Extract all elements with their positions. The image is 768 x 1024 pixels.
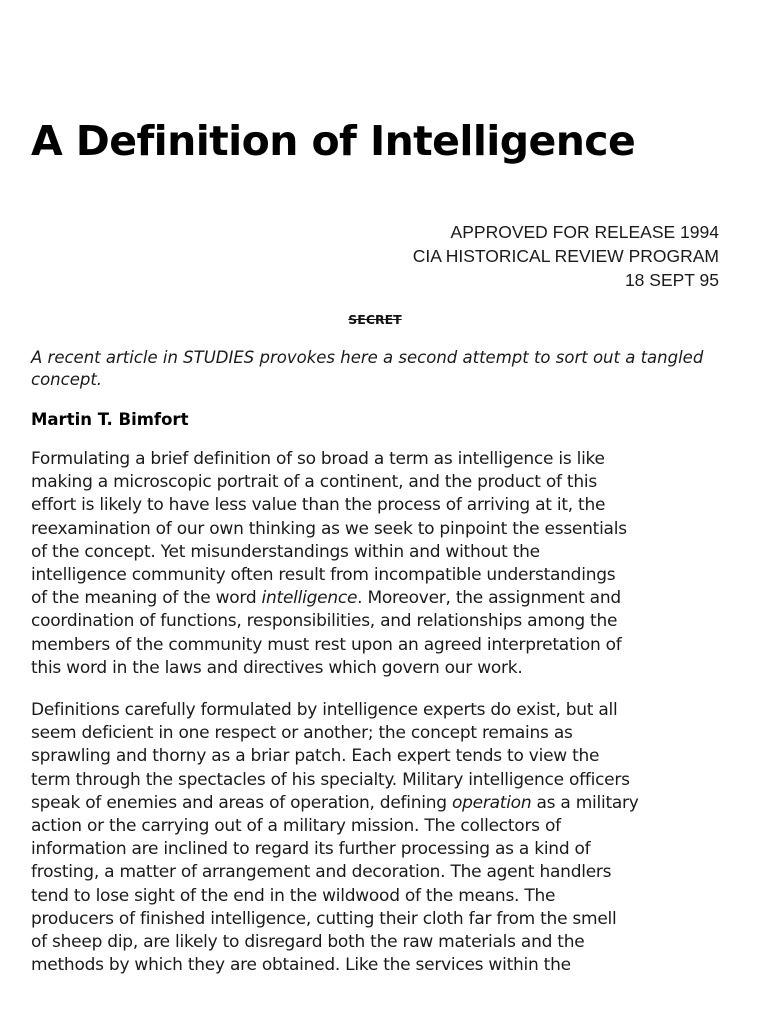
text-line: [31, 587, 719, 610]
text-line: action or the carrying out of a military mission. The collectors of: [31, 816, 561, 837]
author-name: Martin T. Bimfort: [31, 410, 189, 429]
text-line: members of the community must rest upon an agreed interpretation of: [31, 634, 622, 655]
text-line: seem deficient in one respect or another; the concept remains as: [31, 723, 573, 744]
text-line: making a microscopic portrait of a continent, and the product of this: [31, 472, 597, 493]
release-line-1: APPROVED FOR RELEASE 1994: [450, 222, 719, 242]
release-stamp: [413, 220, 719, 292]
body-paragraph: [31, 448, 719, 680]
text-line: tend to lose sight of the end in the wildwood of the means. The: [31, 885, 556, 906]
release-line-2: CIA HISTORICAL REVIEW PROGRAM: [412, 246, 719, 266]
text-line: frosting, a matter of arrangement and decoration. The agent handlers: [31, 862, 612, 883]
text-run: speak of enemies and areas of operation, defining: [31, 792, 452, 813]
text-line: of sheep dip, are likely to disregard both the raw materials and the: [31, 932, 585, 953]
text-line: producers of finished intelligence, cutting their cloth far from the smell: [31, 908, 617, 929]
text-line: methods by which they are obtained. Like the services within the: [31, 955, 571, 976]
text-line: of the concept. Yet misunderstandings within and without the: [31, 541, 540, 562]
text-line: intelligence community often result from incompatible understandings: [31, 565, 616, 586]
classification-marking: SECRET: [348, 312, 402, 327]
text-run: as a military: [531, 792, 639, 813]
release-line-3: 18 SEPT 95: [624, 270, 719, 290]
emphasis-operation: operation: [451, 792, 532, 813]
text-run: . Moreover, the assignment and: [357, 588, 621, 609]
page-title: A Definition of Intelligence: [31, 117, 636, 165]
text-line: Definitions carefully formulated by intelligence experts do exist, but all: [31, 700, 618, 720]
text-line: effort is likely to have less value than the process of arriving at it, the: [31, 495, 606, 516]
text-line: Formulating a brief definition of so broad a term as intelligence is like: [31, 449, 605, 469]
text-line: sprawling and thorny as a briar patch. Each expert tends to view the: [31, 746, 600, 767]
text-line: reexamination of our own thinking as we seek to pinpoint the essentials: [31, 518, 627, 539]
body-paragraph: [31, 699, 719, 977]
text-line: information are inclined to regard its further processing as a kind of: [31, 839, 591, 860]
text-line: this word in the laws and directives which govern our work.: [31, 657, 523, 678]
text-run: of the meaning of the word: [31, 588, 262, 609]
text-line: coordination of functions, responsibilities, and relationships among the: [31, 611, 618, 632]
text-line: [31, 792, 719, 815]
text-line: term through the spectacles of his specialty. Military intelligence officers: [31, 769, 630, 790]
article-lede: A recent article in STUDIES provokes here a second attempt to sort out a tangled concept.: [31, 348, 704, 389]
emphasis-intelligence: intelligence: [261, 588, 358, 609]
